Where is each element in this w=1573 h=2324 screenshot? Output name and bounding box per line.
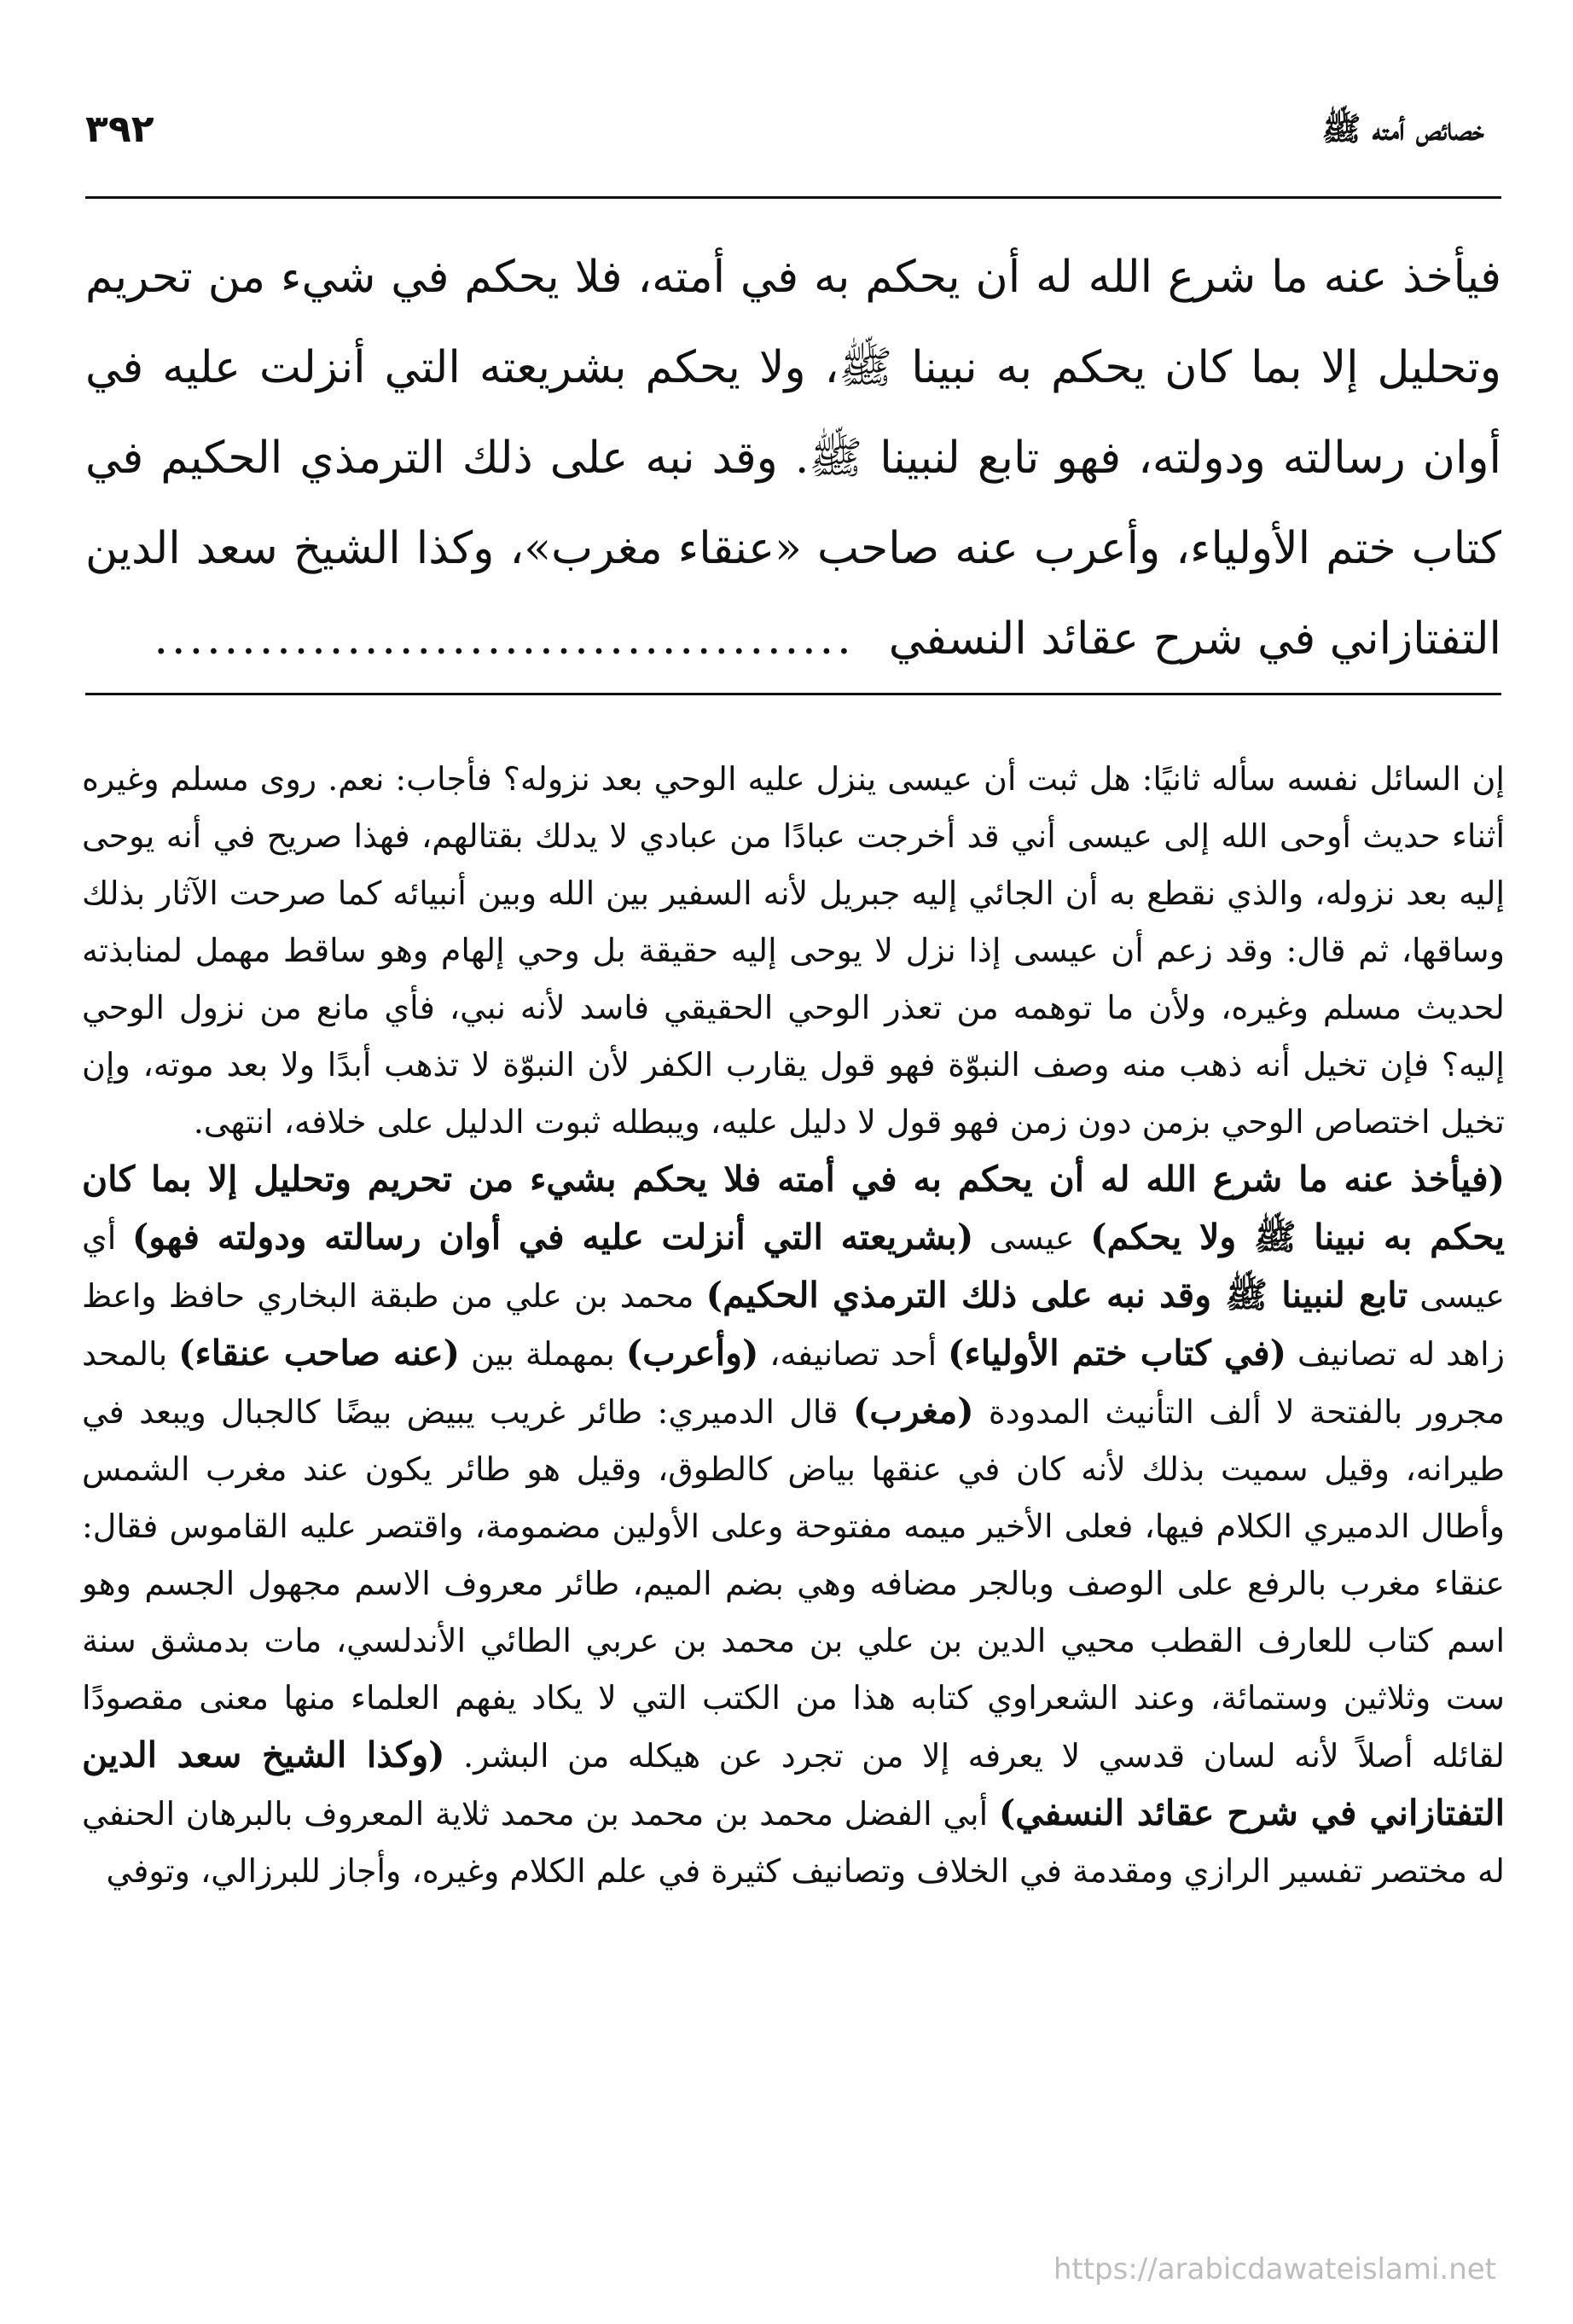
commentary-span: بمهملة بين <box>460 1335 626 1373</box>
main-text-body: فيأخذ عنه ما شرع الله له أن يحكم به في أمته، فلا يحكم في شيء من تحريم وتحليل إلا بما كان يحكم به نبينا ﷺ، ولا يحكم بشريعته التي أنزلت عليه في أوان رسالته ودولته، فهو تابع لنبينا ﷺ. وقد نبه على ذلك الترمذي الحكيم في كتاب ختم الأولياء، وأعرب عنه صاحب «عنقاء مغرب»، وكذا الشيخ سعد الدين التفتازاني في شرح عقائد النسفي <box>85 252 1501 665</box>
header-rule <box>85 196 1501 199</box>
running-title: خصائص أمته ﷺ <box>1321 109 1484 148</box>
quoted-matn: (فيأخذ عنه ما شرع الله له أن يحكم به في أمته فلا يحكم بشيء من تحريم وتحليل إلا بما كان يحكم به نبينا ﷺ ولا يحكم) <box>82 1159 1505 1258</box>
commentary-span: قال الدميري: طائر غريب يبيض بيضًا كالجبال ويبعد في طيرانه، وقيل سميت بذلك لأنه كان في عنقها بياض كالطوق، وقيل هو طائر يكون عند مغرب الشمس وأطال الدميري الكلام فيها، فعلى الأخير ميمه مفتوحة وعلى الأولين مضمومة، واقتصر عليه القاموس فقال: عنقاء مغرب بالرفع على الوصف وبالجر مضافه وهي بضم الميم، طائر معروف الاسم مجهول الجسم وهو اسم كتاب للعارف القطب محيي الدين بن علي بن محمد بن عربي الطائي الأندلسي، مات بدمشق سنة ست وثلاثين وستمائة، وعند الشعراوي كتابه هذا من الكتب التي لا يكاد يفهم العلماء منها معنى مقصودًا لقائله أصلاً لأنه لسان قدسي لا يعرفه إلا من تجرد عن هيكله من البشر. <box>82 1393 1505 1775</box>
commentary-span: عيسى <box>973 1219 1091 1257</box>
watermark-url: https://arabicdawateislami.net <box>1053 2252 1496 2286</box>
quoted-matn: (وكذا الشيخ سعد الدين التفتازاني في شرح عقائد النسفي) <box>82 1734 1506 1833</box>
quoted-matn: (عنه صاحب عنقاء) <box>178 1333 461 1374</box>
quoted-matn: (بشريعته التي أنزلت عليه في أوان رسالته ودولته فهو) <box>131 1217 974 1258</box>
commentary-span: أحد تصانيفه، <box>758 1335 949 1373</box>
commentary-paragraph <box>82 1151 1505 1900</box>
commentary-paragraph: إن السائل نفسه سأله ثانيًا: هل ثبت أن عيسى ينزل عليه الوحي بعد نزوله؟ فأجاب: نعم. روى مسلم وغيره أثناء حديث أوحى الله إلى عيسى أني قد أخرجت عبادًا من عبادي لا يدلك بقتالهم، فهذا صريح في أنه يوحى إليه بعد نزوله، والذي نقطع به أن الجائي إليه جبريل لأنه السفير بين الله وبين أنبيائه كما صرحت الآثار بذلك وساقها، ثم قال: وقد زعم أن عيسى إذا نزل لا يوحى إليه حقيقة بل وحي إلهام وهو ساقط مهمل لمنابذته لحديث مسلم وغيره، ولأن ما توهمه من تعذر الوحي الحقيقي فاسد لأنه نبي، فأي مانع من نزول الوحي إليه؟ فإن تخيل أنه ذهب منه وصف النبوّة فهو قول يقارب الكفر لأن النبوّة لا تذهب أبدًا ولا بعد موته، وإن تخيل اختصاص الوحي بزمن دون زمن فهو قول لا دليل عليه، ويبطله ثبوت الدليل على خلافه، انتهى. <box>82 760 1506 1141</box>
main-text <box>85 232 1501 684</box>
commentary-text <box>82 751 1505 1900</box>
commentary-span: محمد بن علي من طبقة البخاري حافظ واعظ زاهد له تصانيف <box>82 1277 1505 1373</box>
quoted-matn: (وأعرب) <box>625 1333 759 1374</box>
quoted-matn: تابع لنبينا ﷺ وقد نبه على ذلك الترمذي الحكيم) <box>705 1275 1408 1316</box>
commentary-span: أبي الفضل محمد بن محمد بن محمد ثلاية المعروف بالبرهان الحنفي له مختصر تفسير الرازي ومقدمة في الخلاف وتصانيف كثيرة في علم الكلام وغيره، وأجاز للبرزالي، وتوفي <box>82 1795 1505 1890</box>
page-number: ٣٩٢ <box>85 107 154 151</box>
quoted-matn: (في كتاب ختم الأولياء) <box>948 1333 1287 1374</box>
commentary-span: بالمحد مجرور بالفتحة لا ألف التأنيث المدودة <box>82 1335 1505 1431</box>
section-divider <box>85 693 1501 695</box>
quoted-matn: (مغرب) <box>852 1391 974 1432</box>
page-header <box>85 102 1484 171</box>
continuation-dots: ........................................ <box>154 613 855 665</box>
commentary-span: أي عيسى <box>82 1219 1506 1315</box>
